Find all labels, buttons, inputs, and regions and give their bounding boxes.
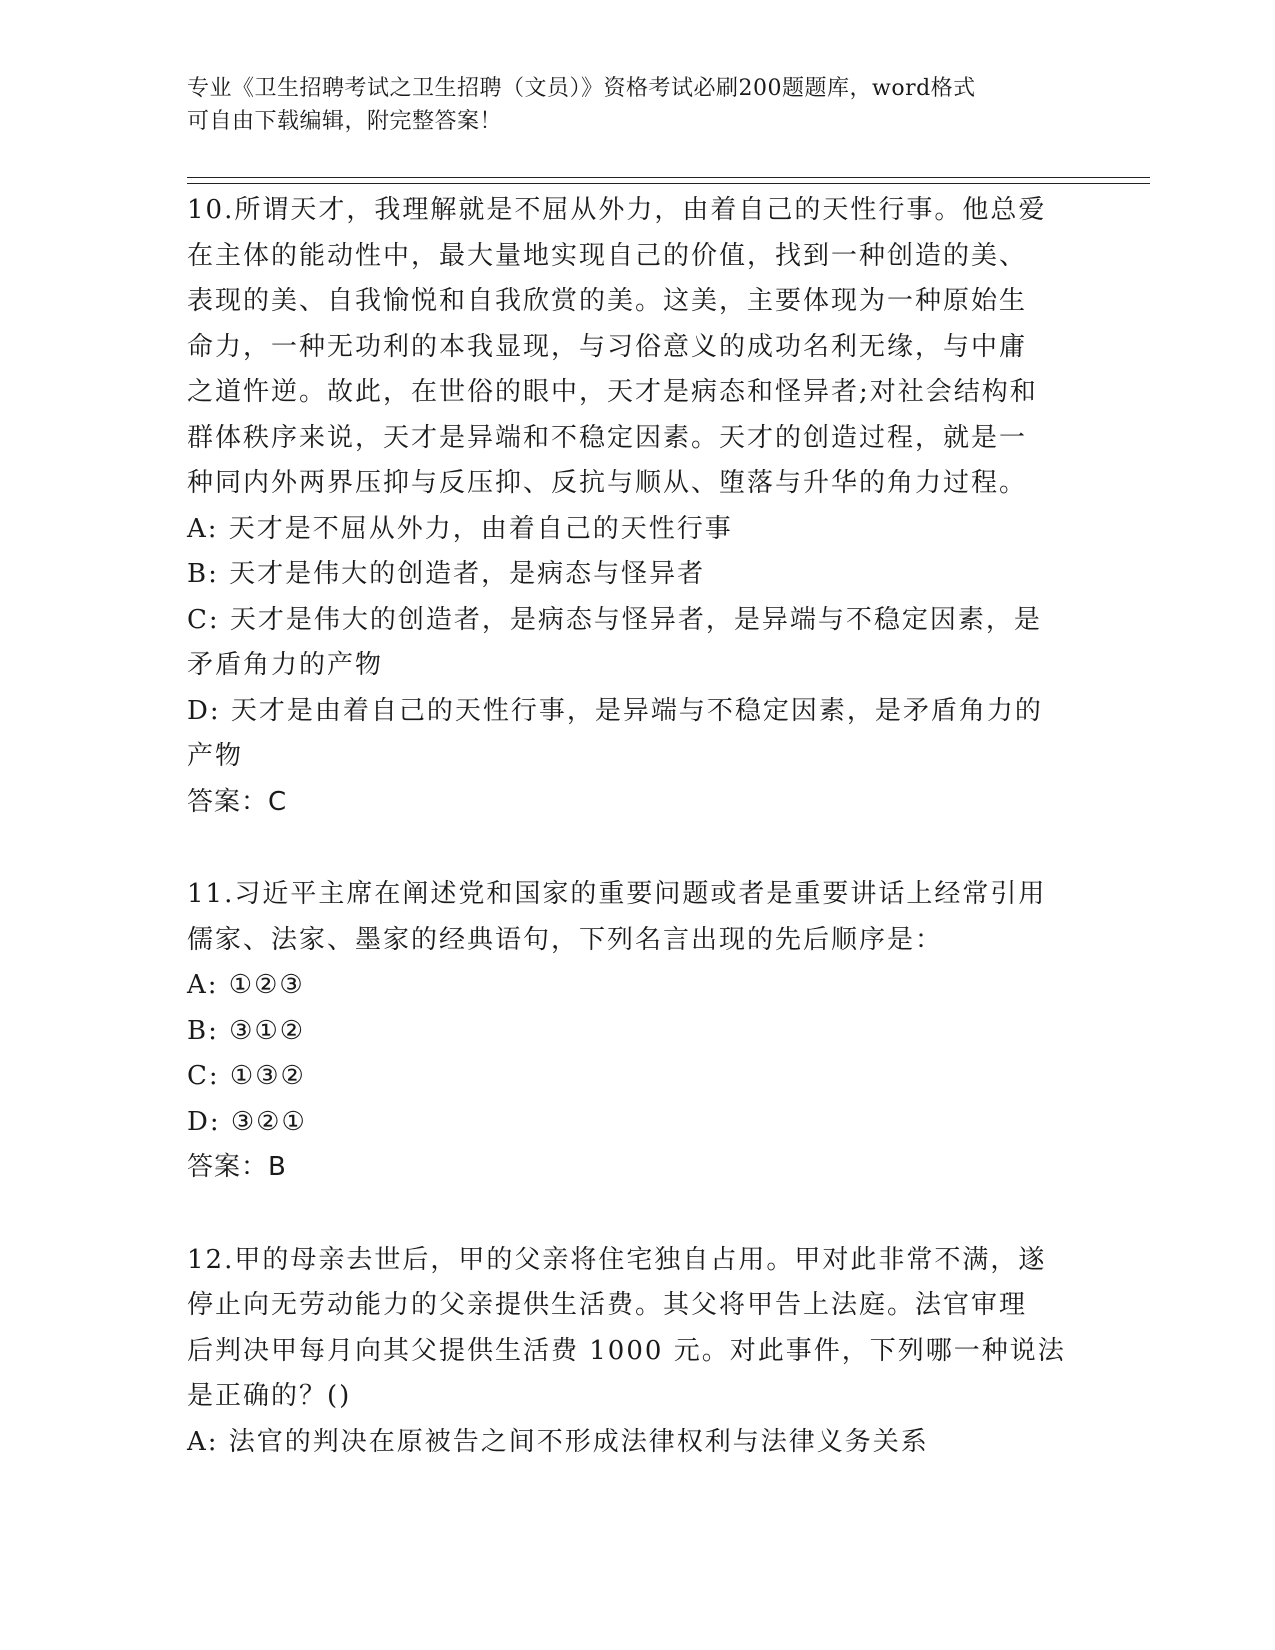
option-line: 矛盾角力的产物	[187, 650, 384, 680]
question-stem-line: 10.所谓天才，我理解就是不屈从外力，由着自己的天性行事。他总爱	[187, 195, 1047, 225]
option-a	[187, 963, 1077, 1009]
option-line: C: ①③②	[187, 1061, 306, 1091]
document-header	[187, 72, 1067, 138]
option-line: C: 天才是伟大的创造者，是病态与怪异者，是异端与不稳定因素，是	[187, 604, 1042, 635]
question-12	[187, 1238, 1077, 1466]
question-stem-line: 在主体的能动性中，最大量地实现自己的价值，找到一种创造的美、	[187, 240, 1028, 271]
question-stem-line: 命力，一种无功利的本我显现，与习俗意义的成功名利无缘，与中庸	[187, 331, 1028, 362]
option-line: D: 天才是由着自己的天性行事，是异端与不稳定因素，是矛盾角力的	[187, 695, 1043, 726]
option-d	[187, 1100, 1077, 1146]
option-line: D: ③②①	[187, 1106, 307, 1137]
answer-label: 答案：B	[187, 1152, 287, 1182]
question-list	[187, 188, 1077, 1512]
option-line: 产物	[187, 741, 244, 771]
option-line: A: ①②③	[187, 970, 305, 1000]
option-line: A: 天才是不屈从外力，由着自己的天性行事	[187, 513, 733, 544]
option-a	[187, 1420, 1077, 1466]
option-c	[187, 598, 1077, 689]
question-stem-line: 是正确的？()	[187, 1381, 352, 1411]
option-d	[187, 689, 1077, 780]
option-b	[187, 552, 1077, 598]
question-11	[187, 872, 1077, 1191]
question-stem-line: 之道忤逆。故此，在世俗的眼中，天才是病态和怪异者;对社会结构和	[187, 377, 1038, 407]
option-b	[187, 1009, 1077, 1055]
option-a	[187, 507, 1077, 553]
question-stem-line: 种同内外两界压抑与反压抑、反抗与顺从、堕落与升华的角力过程。	[187, 468, 1028, 498]
question-stem-line: 11.习近平主席在阐述党和国家的重要问题或者是重要讲话上经常引用	[187, 879, 1047, 909]
question-stem-line: 儒家、法家、墨家的经典语句，下列名言出现的先后顺序是：	[187, 924, 944, 955]
question-stem-line: 群体秩序来说，天才是异端和不稳定因素。天才的创造过程，就是一	[187, 422, 1028, 453]
question-stem-line: 停止向无劳动能力的父亲提供生活费。其父将甲告上法庭。法官审理	[187, 1290, 1028, 1320]
question-stem-line: 12.甲的母亲去世后，甲的父亲将住宅独自占用。甲对此非常不满，遂	[187, 1244, 1047, 1275]
option-c	[187, 1054, 1077, 1100]
question-stem-line: 表现的美、自我愉悦和自我欣赏的美。这美，主要体现为一种原始生	[187, 286, 1028, 316]
question-10	[187, 188, 1077, 825]
header-line-1: 专业《卫生招聘考试之卫生招聘（文员）》资格考试必刷200题题库，word格式	[187, 76, 976, 101]
option-line: A: 法官的判决在原被告之间不形成法律权利与法律义务关系	[187, 1426, 929, 1457]
answer-label: 答案：C	[187, 786, 288, 817]
header-rule-top	[187, 177, 1150, 178]
header-rule-bottom	[187, 183, 1150, 184]
option-line: B: 天才是伟大的创造者，是病态与怪异者	[187, 559, 706, 589]
question-stem-line: 后判决甲每月向其父提供生活费 1000 元。对此事件，下列哪一种说法	[187, 1335, 1066, 1366]
option-line: B: ③①②	[187, 1015, 306, 1046]
header-line-2: 可自由下载编辑，附完整答案！	[187, 109, 503, 134]
